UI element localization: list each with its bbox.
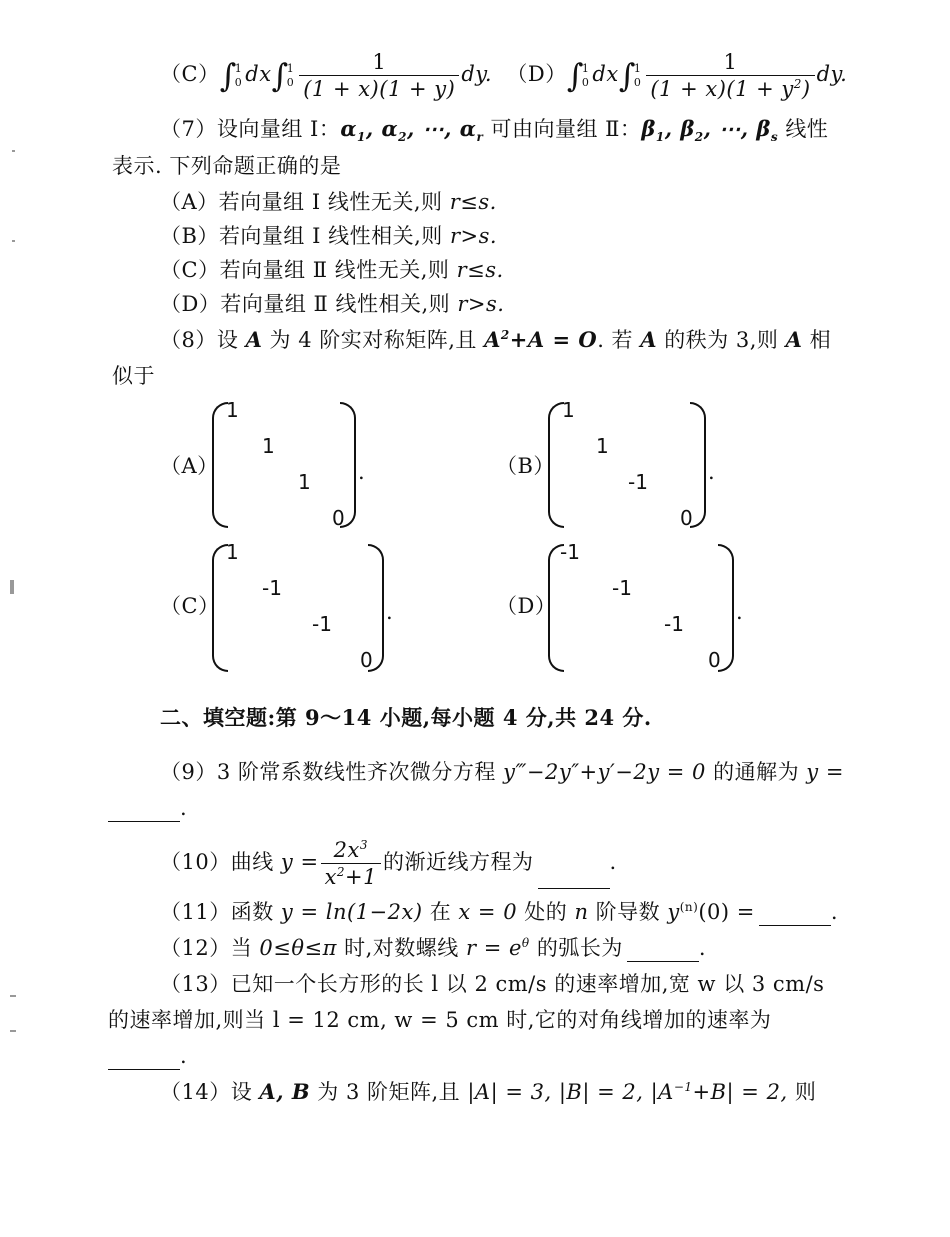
matrix-period: . bbox=[386, 600, 394, 624]
alpha-group: $\alpha_1$, $\alpha_2$, ⋯, $\alpha_r$ bbox=[340, 116, 484, 145]
matrix-bracket-right bbox=[340, 402, 356, 528]
matrix-b-entry: -1 bbox=[628, 470, 648, 494]
q10-fraction: $\frac{2x^3}{x^2+1}$ bbox=[321, 838, 381, 889]
q9-line1: （9）3 阶常系数线性齐次微分方程 y‴−2y″+y′−2y = 0 的通解为 y = bbox=[160, 760, 844, 784]
answer-blank[interactable] bbox=[759, 905, 831, 926]
matrix-bracket-right bbox=[690, 402, 706, 528]
matrix-a-entry: 0 bbox=[332, 506, 345, 530]
dx-symbol: dx bbox=[245, 62, 272, 86]
q7-line1 bbox=[160, 115, 828, 143]
q13-answer-line: . bbox=[108, 1042, 187, 1070]
answer-blank[interactable] bbox=[108, 1049, 180, 1070]
margin-mark bbox=[12, 240, 15, 242]
integral-sign: ∫ bbox=[618, 56, 636, 95]
integral-sign: ∫ bbox=[219, 56, 237, 95]
margin-mark bbox=[10, 995, 16, 997]
integral-sign: ∫ bbox=[566, 56, 584, 95]
matrix-period: . bbox=[708, 460, 716, 484]
matrix-d-label: （D） bbox=[496, 594, 557, 618]
margin-mark bbox=[12, 150, 15, 152]
q6-options-line bbox=[160, 50, 847, 101]
q9-answer-line: . bbox=[108, 794, 187, 822]
option-c-tail: dy. bbox=[461, 62, 493, 86]
q7-option-a: （A）若向量组 Ⅰ 线性无关,则 r≤s. bbox=[160, 190, 497, 214]
q12-line: （12）当 0≤θ≤π 时,对数螺线 $r = e^\theta$ 的弧长为 . bbox=[160, 936, 707, 960]
matrix-period: . bbox=[736, 600, 744, 624]
matrix-a-entry: 1 bbox=[298, 470, 311, 494]
matrix-d-entry: -1 bbox=[560, 540, 580, 564]
matrix-c-entry: 0 bbox=[360, 648, 373, 672]
dx-symbol: dx bbox=[592, 62, 619, 86]
answer-blank[interactable] bbox=[538, 868, 610, 889]
matrix-b-label: （B） bbox=[496, 454, 555, 478]
answer-blank[interactable] bbox=[627, 941, 699, 962]
option-c-label: （C） bbox=[160, 62, 220, 86]
beta-group: $\beta_1$, $\beta_2$, ⋯, $\beta_s$ bbox=[641, 116, 779, 145]
matrix-period: . bbox=[358, 460, 366, 484]
option-d-tail: dy. bbox=[816, 62, 848, 86]
matrix-b-entry: 1 bbox=[596, 434, 609, 458]
q7-option-c: （C）若向量组 Ⅱ 线性无关,则 r≤s. bbox=[160, 258, 504, 282]
matrix-c-label: （C） bbox=[160, 594, 220, 618]
matrix-c-entry: 1 bbox=[226, 540, 239, 564]
q7-option-d: （D）若向量组 Ⅱ 线性相关,则 r>s. bbox=[160, 292, 505, 316]
integral-limits: 1 0 bbox=[286, 61, 295, 89]
matrix-a-entry: 1 bbox=[226, 398, 239, 422]
integral-sign: ∫ bbox=[271, 56, 289, 95]
q8-line2: 似于 bbox=[112, 364, 155, 388]
q10-line: （10）曲线 y = $\frac{2x^3}{x^2+1}$ 的渐近线方程为 . bbox=[160, 838, 617, 889]
margin-mark bbox=[10, 1030, 16, 1032]
section-heading: 二、填空题:第 9～14 小题,每小题 4 分,共 24 分. bbox=[160, 705, 652, 730]
q14-line: （14）设 A, B 为 3 阶矩阵,且 |A| = 3, |B| = 2, $|A^{-1}+B| = 2$, 则 bbox=[160, 1079, 817, 1104]
q13-line1: （13）已知一个长方形的长 l 以 2 cm/s 的速率增加,宽 w 以 3 cm/s bbox=[160, 972, 825, 996]
matrix-d-entry: 0 bbox=[708, 648, 721, 672]
matrix-c-entry: -1 bbox=[312, 612, 332, 636]
q8-line1: （8）设 A 为 4 阶实对称矩阵,且 $A^2+A = O$. 若 A 的秩为 3,则 A 相 bbox=[160, 327, 832, 352]
matrix-bracket-right bbox=[368, 544, 384, 672]
q7-head: （7）设向量组 Ⅰ： bbox=[160, 117, 341, 141]
q7-option-b: （B）若向量组 Ⅰ 线性相关,则 r>s. bbox=[160, 224, 498, 248]
answer-blank[interactable] bbox=[108, 801, 180, 822]
integral-limits: 1 0 bbox=[234, 61, 243, 89]
q13-line2: 的速率增加,则当 l = 12 cm, w = 5 cm 时,它的对角线增加的速率为 bbox=[108, 1008, 772, 1032]
matrix-c-entry: -1 bbox=[262, 576, 282, 600]
q7-mid: 可由向量组 Ⅱ： bbox=[490, 117, 642, 141]
integral-limits: 1 0 bbox=[633, 61, 642, 89]
q7-line2: 表示. 下列命题正确的是 bbox=[112, 154, 342, 178]
matrix-a-entry: 1 bbox=[262, 434, 275, 458]
fraction-d: $\frac{1}{(1 + x)(1 + y^2)}$ bbox=[646, 50, 814, 101]
integral-limits: 1 0 bbox=[581, 61, 590, 89]
matrix-bracket-right bbox=[718, 544, 734, 672]
matrix-d-entry: -1 bbox=[664, 612, 684, 636]
matrix-d-entry: -1 bbox=[612, 576, 632, 600]
matrix-b-entry: 0 bbox=[680, 506, 693, 530]
q7-tail: 线性 bbox=[785, 117, 829, 141]
margin-mark bbox=[10, 580, 14, 594]
matrix-a-label: （A） bbox=[160, 454, 219, 478]
fraction-c: $\frac{1}{(1 + x)(1 + y)}$ bbox=[299, 50, 459, 101]
option-d-label: （D） bbox=[506, 62, 567, 86]
matrix-b-entry: 1 bbox=[562, 398, 575, 422]
q11-line: （11）函数 y = ln(1−2x) 在 x = 0 处的 n 阶导数 $y^{(n)}(0)$ = . bbox=[160, 900, 839, 924]
